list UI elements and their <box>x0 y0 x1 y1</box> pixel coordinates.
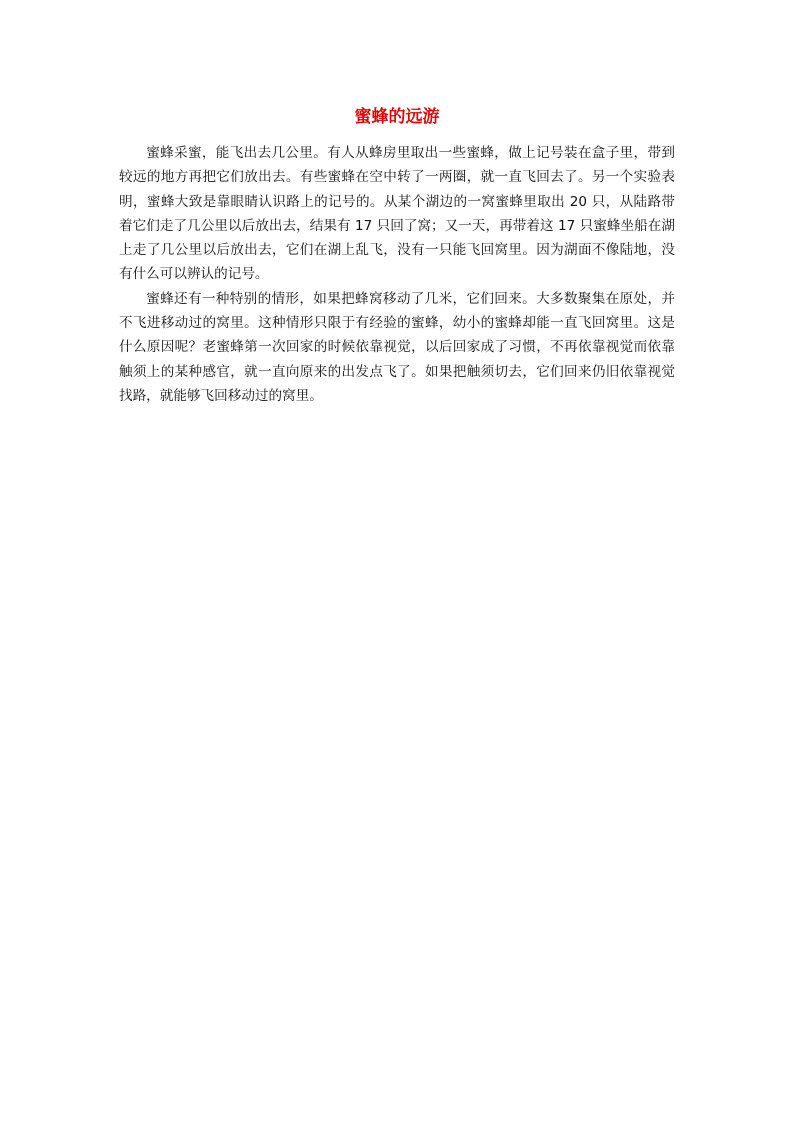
paragraph-1: 蜜蜂采蜜，能飞出去几公里。有人从蜂房里取出一些蜜蜂，做上记号装在盒子里，带到较远的地方再把它们放出去。有些蜜蜂在空中转了一两圈，就一直飞回去了。另一个实验表明，蜜蜂大致是靠眼睛认识路上的记号的。从某个湖边的一窝蜜蜂里取出 20 只，从陆路带着它们走了几公里以后放出去，结果有 17 只回了窝；又一天，再带着这 17 只蜜蜂坐船在湖上走了几公里以后放出去，它们在湖上乱飞，没有一只能飞回窝里。因为湖面不像陆地，没有什么可以辨认的记号。 <box>119 145 675 283</box>
paragraph-2: 蜜蜂还有一种特别的情形，如果把蜂窝移动了几米，它们回来。大多数聚集在原处，并不飞进移动过的窝里。这种情形只限于有经验的蜜蜂，幼小的蜜蜂却能一直飞回窝里。这是什么原因呢？老蜜蜂第一次回家的时候依靠视觉，以后回家成了习惯，不再依靠视觉而依靠触须上的某种感官，就一直向原来的出发点飞了。如果把触须切去，它们回来仍旧依靠视觉找路，就能够飞回移动过的窝里。 <box>119 290 675 404</box>
document-title: 蜜蜂的远游 <box>354 107 440 127</box>
document-body <box>119 141 675 408</box>
